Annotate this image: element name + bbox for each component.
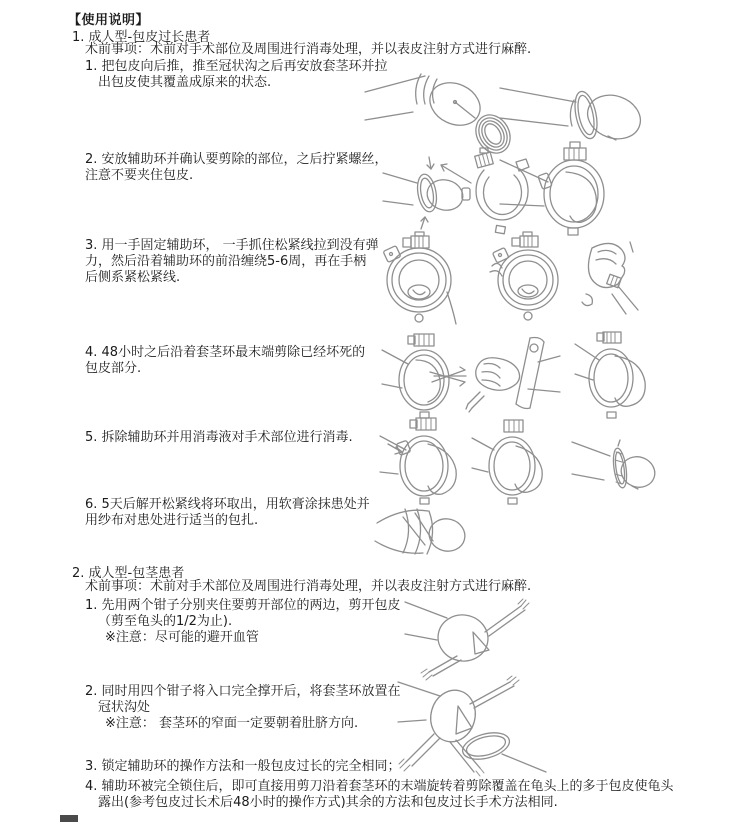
figure-glans-spread-by-four-forceps-with-ring <box>398 676 553 774</box>
figure-removing-auxiliary-ring-arrow <box>380 416 468 504</box>
step-text-line: 力，然后沿着辅助环的前沿缠绕5-6周，再在手柄 <box>85 254 367 269</box>
step-text-line: ※注意：尽可能的避开血管 <box>105 630 259 645</box>
section1-step-5 <box>85 430 353 446</box>
figure-penis-wrapped-with-gauze <box>373 497 473 562</box>
section1-step-2 <box>85 152 388 184</box>
figure-ring-side-view-cutting-foreskin <box>382 332 467 418</box>
figure-ring-side-view-glans-exposed <box>575 330 650 418</box>
section1-step-6 <box>85 497 370 529</box>
step-text-line: 注意不要夹住包皮. <box>85 168 194 183</box>
step-text-line: 3. 用一手固定辅助环， 一手抓住松紧线拉到没有弹 <box>85 238 379 253</box>
section2-step-2 <box>85 684 401 732</box>
figure-ring-with-glans <box>472 420 552 504</box>
figure-glans-tip-with-arrows <box>383 143 473 235</box>
page-edge-artifact <box>60 815 78 822</box>
section2-step-4 <box>85 779 674 811</box>
figure-hand-tying-thread-on-handle <box>578 238 640 316</box>
step-text-line: ※注意： 套茎环的窄面一定要朝着肚脐方向. <box>105 716 359 731</box>
step-text-line: 用纱布对患处进行适当的包扎. <box>85 513 259 528</box>
figure-hand-holding-handle-blade <box>468 334 560 416</box>
section2-step-3 <box>85 759 401 775</box>
step-text-line: 6. 5天后解开松紧线将环取出，用软膏涂抹患处并 <box>85 497 370 512</box>
step-text-line: 4. 48小时之后沿着套茎环最末端剪除已经坏死的 <box>85 345 366 360</box>
section1-preop-note: 术前事项：术前对手术部位及周围进行消毒处理，并以表皮注射方式进行麻醉. <box>85 42 532 57</box>
page-title: 【使用说明】 <box>68 13 150 28</box>
figure-shaft-with-inner-ring-only <box>572 422 654 502</box>
figure-auxiliary-ring-mounted <box>500 142 610 237</box>
figure-glans-held-by-two-forceps <box>405 592 530 677</box>
section2-heading: 2. 成人型-包茎患者 <box>72 566 185 581</box>
step-text-line: 3. 锁定辅助环的操作方法和一般包皮过长的完全相同； <box>85 759 401 774</box>
step-text-line: 包皮部分. <box>85 361 142 376</box>
figure-ring-front-view-thread-tied <box>490 232 560 322</box>
step-text-line: （剪至龟头的1/2为止). <box>98 614 233 629</box>
step-text-line: 4. 辅助环被完全锁住后，即可直接用剪刀沿着套茎环的末端旋转着剪除覆盖在龟头上的多于包皮使龟头 <box>85 779 674 794</box>
step-text-line: 露出(参考包皮过长术后48小时的操作方式)其余的方法和包皮过长手术方法相同. <box>98 795 558 810</box>
step-text-line: 2. 安放辅助环并确认要剪除的部位，之后拧紧螺丝， <box>85 152 388 167</box>
step-text-line: 冠状沟处 <box>98 700 151 715</box>
step-text-line: 出包皮使其覆盖成原来的状态. <box>98 75 272 90</box>
figure-ring-front-view-winding-thread <box>383 232 458 327</box>
section1-heading: 1. 成人型-包皮过长患者 <box>72 30 211 45</box>
section2-step-1 <box>85 598 401 646</box>
section1-step-4 <box>85 345 365 377</box>
step-text-line: 1. 把包皮向后推，推至冠状沟之后再安放套茎环并拉 <box>85 59 388 74</box>
section1-step-1 <box>85 59 388 91</box>
section1-step-3 <box>85 238 379 286</box>
step-text-line: 5. 拆除辅助环并用消毒液对手术部位进行消毒. <box>85 430 353 445</box>
step-text-line: 后侧系紧松紧线. <box>85 270 181 285</box>
section2-preop-note: 术前事项：术前对手术部位及周围进行消毒处理，并以表皮注射方式进行麻醉. <box>85 579 532 594</box>
step-text-line: 1. 先用两个钳子分别夹住要剪开部位的两边，剪开包皮 <box>85 598 401 613</box>
step-text-line: 2. 同时用四个钳子将入口完全撑开后，将套茎环放置在 <box>85 684 401 699</box>
